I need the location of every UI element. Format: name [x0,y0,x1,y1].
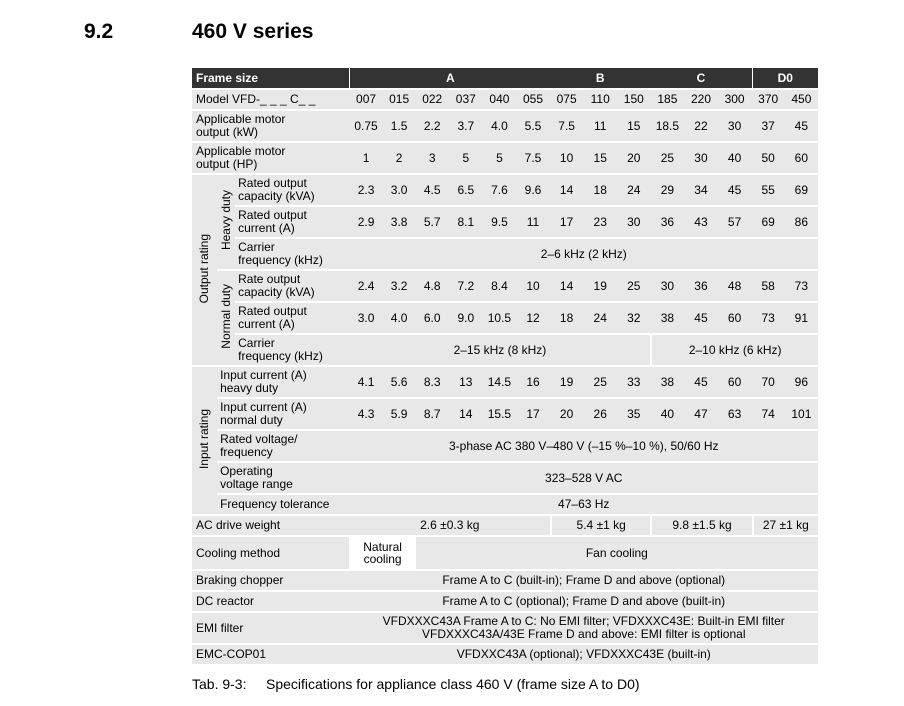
table-cell: 022 [416,90,449,109]
table-cell: 6.0 [416,303,449,333]
table-cell: 25 [583,367,617,397]
braking-row [192,571,818,590]
table-cell: 055 [516,90,550,109]
table-cell: 4.5 [416,175,449,205]
normal-capacity-label: Rate output capacity (kVA) [235,271,349,301]
table-cell: 20 [617,143,650,173]
braking-value: Frame A to C (built-in); Frame D and above (optional) [349,571,818,590]
table-cell: 15 [617,111,650,141]
motor-hp-label: Applicable motor output (HP) [192,143,349,173]
heavy-current-row [192,207,818,237]
table-cell: 5.7 [416,207,449,237]
normal-carrier-label: Carrier frequency (kHz) [235,335,349,365]
frequency-tolerance-value: 47–63 Hz [349,495,818,514]
dc-reactor-row [192,592,818,611]
table-cell: 2.2 [416,111,449,141]
table-cell: 110 [583,90,617,109]
table-cell: 50 [752,143,785,173]
table-cell: 3.7 [449,111,483,141]
rated-voltage-label: Rated voltage/ frequency [217,431,349,461]
output-rating-group: Output rating [192,175,217,365]
table-cell: 17 [516,399,550,429]
table-cell: 8.7 [416,399,449,429]
table-cell: 2.3 [349,175,382,205]
normal-carrier-value-ab: 2–15 kHz (8 kHz) [349,335,650,365]
model-row [192,90,818,109]
rated-voltage-value: 3-phase AC 380 V–480 V (–15 %–10 %), 50/60 Hz [349,431,818,461]
braking-label: Braking chopper [192,571,349,590]
table-cell: 8.4 [483,271,516,301]
table-cell: 37 [752,111,785,141]
motor-hp-row [192,143,818,173]
operating-voltage-value: 323–528 V AC [349,463,818,493]
normal-carrier-value-cd: 2–10 kHz (6 kHz) [650,335,818,365]
table-cell: 1 [349,143,382,173]
table-cell: 0.75 [349,111,382,141]
table-cell: 9.6 [516,175,550,205]
input-current-normal-label: Input current (A) normal duty [217,399,349,429]
table-cell: 14 [550,271,583,301]
heavy-carrier-value: 2–6 kHz (2 kHz) [349,239,818,269]
input-current-heavy-row [192,367,818,397]
emc-label: EMC-COP01 [192,645,349,664]
frequency-tolerance-row [192,495,818,514]
weight-row [192,516,818,535]
table-cell: 43 [684,207,717,237]
heavy-duty-group: Heavy duty [217,175,235,269]
table-cell: 74 [752,399,785,429]
table-cell: 69 [752,207,785,237]
table-cell: 3.2 [383,271,416,301]
heavy-capacity-row [192,175,818,205]
table-cell: 24 [617,175,650,205]
table-cell: 18 [550,303,583,333]
table-cell: 5.6 [383,367,416,397]
table-cell: 36 [650,207,684,237]
normal-capacity-row [192,271,818,301]
table-cell: 4.8 [416,271,449,301]
table-cell: 4.0 [483,111,516,141]
table-cell: 22 [684,111,717,141]
table-cell: 3.0 [383,175,416,205]
dc-reactor-value: Frame A to C (optional); Frame D and above (built-in) [349,592,818,611]
table-cell: 30 [684,143,717,173]
table-cell: 3.8 [383,207,416,237]
emi-row [192,613,818,643]
normal-current-label: Rated output current (A) [235,303,349,333]
table-cell: 69 [785,175,818,205]
table-cell: 60 [718,303,752,333]
table-cell: 300 [718,90,752,109]
table-caption [192,676,640,692]
table-cell: 40 [718,143,752,173]
table-cell: 40 [650,399,684,429]
table-cell: 14.5 [483,367,516,397]
normal-carrier-row [192,335,818,365]
table-cell: 45 [718,175,752,205]
table-cell: 2 [383,143,416,173]
table-cell: 73 [752,303,785,333]
table-cell: 24 [583,303,617,333]
heavy-current-label: Rated output current (A) [235,207,349,237]
weight-c: 9.8 ±1.5 kg [650,516,751,535]
normal-duty-group: Normal duty [217,271,235,365]
frame-c-header: C [650,68,751,88]
section-title: 460 V series [192,20,314,43]
model-label: Model VFD-_ _ _ C_ _ [192,90,349,109]
fan-cooling-value: Fan cooling [416,537,818,569]
table-cell: 037 [449,90,483,109]
weight-b: 5.4 ±1 kg [550,516,650,535]
emi-label: EMI filter [192,613,349,643]
table-cell: 150 [617,90,650,109]
cooling-row [192,537,818,569]
table-cell: 5.5 [516,111,550,141]
table-cell: 35 [617,399,650,429]
table-cell: 18 [583,175,617,205]
table-cell: 040 [483,90,516,109]
frame-size-label: Frame size [192,68,349,88]
table-cell: 185 [650,90,684,109]
table-cell: 9.0 [449,303,483,333]
table-cell: 32 [617,303,650,333]
table-cell: 3.0 [349,303,382,333]
table-cell: 5 [449,143,483,173]
table-cell: 33 [617,367,650,397]
table-cell: 63 [718,399,752,429]
table-cell: 10 [516,271,550,301]
frequency-tolerance-label: Frequency tolerance [217,495,349,514]
table-cell: 96 [785,367,818,397]
table-cell: 86 [785,207,818,237]
table-cell: 48 [718,271,752,301]
table-cell: 60 [718,367,752,397]
table-cell: 220 [684,90,717,109]
heavy-carrier-row [192,239,818,269]
table-cell: 47 [684,399,717,429]
rated-voltage-row [192,431,818,461]
section-number: 9.2 [84,20,114,43]
table-cell: 55 [752,175,785,205]
emc-value: VFDXXC43A (optional); VFDXXXC43E (built-in) [349,645,818,664]
table-cell: 12 [516,303,550,333]
operating-voltage-label: Operating voltage range [217,463,349,493]
table-cell: 7.6 [483,175,516,205]
spec-table [192,66,818,666]
table-cell: 9.5 [483,207,516,237]
emc-row [192,645,818,664]
table-cell: 10.5 [483,303,516,333]
table-cell: 30 [617,207,650,237]
table-cell: 5 [483,143,516,173]
table-cell: 34 [684,175,717,205]
dc-reactor-label: DC reactor [192,592,349,611]
table-cell: 36 [684,271,717,301]
table-cell: 13 [449,367,483,397]
input-current-heavy-label: Input current (A) heavy duty [217,367,349,397]
table-cell: 7.5 [550,111,583,141]
cooling-label: Cooling method [192,537,349,569]
table-cell: 370 [752,90,785,109]
table-cell: 101 [785,399,818,429]
table-cell: 45 [684,303,717,333]
caption-text: Specifications for appliance class 460 V (frame size A to D0) [266,676,640,692]
table-cell: 19 [550,367,583,397]
table-cell: 15 [583,143,617,173]
table-cell: 007 [349,90,382,109]
motor-kw-row [192,111,818,141]
table-cell: 075 [550,90,583,109]
table-cell: 19 [583,271,617,301]
table-cell: 38 [650,303,684,333]
frame-d0-header: D0 [752,68,818,88]
table-cell: 25 [617,271,650,301]
table-cell: 4.0 [383,303,416,333]
input-rating-group: Input rating [192,367,217,514]
table-cell: 17 [550,207,583,237]
table-cell: 45 [785,111,818,141]
table-cell: 14 [550,175,583,205]
table-cell: 1.5 [383,111,416,141]
table-cell: 2.4 [349,271,382,301]
table-cell: 16 [516,367,550,397]
table-cell: 7.2 [449,271,483,301]
table-cell: 73 [785,271,818,301]
table-cell: 11 [516,207,550,237]
table-cell: 15.5 [483,399,516,429]
table-cell: 26 [583,399,617,429]
weight-label: AC drive weight [192,516,349,535]
table-cell: 4.1 [349,367,382,397]
table-cell: 8.3 [416,367,449,397]
natural-cooling-value: Natural cooling [349,537,415,569]
caption-number: Tab. 9-3: [192,676,247,692]
emi-value: VFDXXXC43A Frame A to C: No EMI filter; VFDXXXC43E: Built-in EMI filter VFDXXXC43A/43E Frame D and above: EMI filter is optional [349,613,818,643]
table-cell: 450 [785,90,818,109]
table-cell: 60 [785,143,818,173]
table-cell: 5.9 [383,399,416,429]
table-cell: 25 [650,143,684,173]
table-cell: 30 [718,111,752,141]
table-cell: 38 [650,367,684,397]
operating-voltage-row [192,463,818,493]
table-cell: 57 [718,207,752,237]
heavy-capacity-label: Rated output capacity (kVA) [235,175,349,205]
table-cell: 18.5 [650,111,684,141]
table-cell: 30 [650,271,684,301]
table-cell: 3 [416,143,449,173]
table-cell: 10 [550,143,583,173]
table-cell: 8.1 [449,207,483,237]
table-cell: 11 [583,111,617,141]
table-cell: 29 [650,175,684,205]
motor-kw-label: Applicable motor output (kW) [192,111,349,141]
table-cell: 23 [583,207,617,237]
frame-b-header: B [550,68,650,88]
table-cell: 4.3 [349,399,382,429]
table-cell: 7.5 [516,143,550,173]
table-cell: 58 [752,271,785,301]
table-cell: 91 [785,303,818,333]
heavy-carrier-label: Carrier frequency (kHz) [235,239,349,269]
header-row [192,68,818,88]
weight-a: 2.6 ±0.3 kg [349,516,550,535]
table-cell: 14 [449,399,483,429]
weight-d0: 27 ±1 kg [752,516,818,535]
table-cell: 45 [684,367,717,397]
table-cell: 20 [550,399,583,429]
normal-current-row [192,303,818,333]
table-cell: 70 [752,367,785,397]
table-cell: 2.9 [349,207,382,237]
frame-a-header: A [349,68,550,88]
table-cell: 015 [383,90,416,109]
table-cell: 6.5 [449,175,483,205]
input-current-normal-row [192,399,818,429]
